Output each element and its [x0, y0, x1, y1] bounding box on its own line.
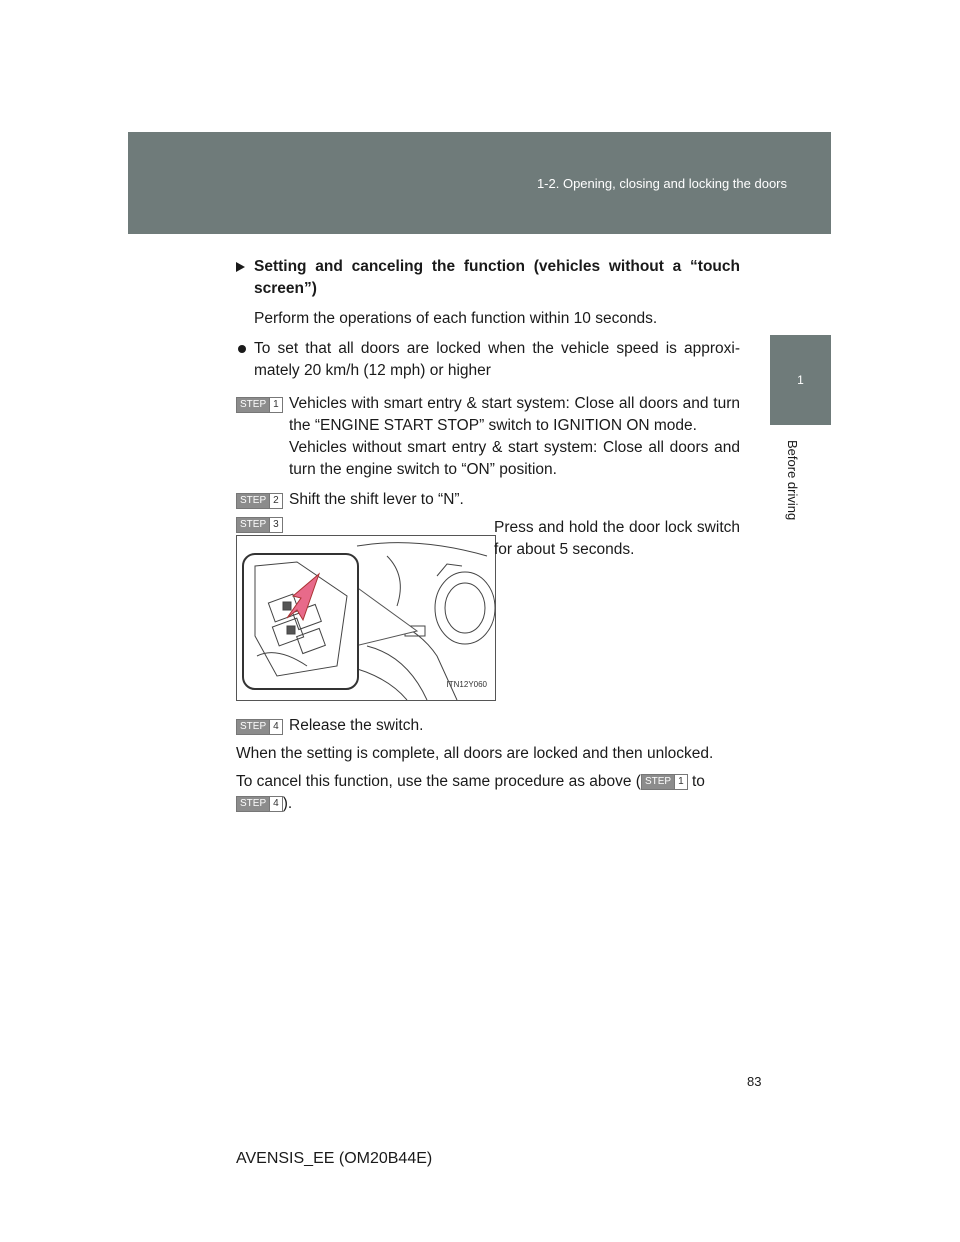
inline-step-badge-1: STEP 1 [641, 774, 688, 790]
door-lock-switch-illustration [236, 535, 496, 701]
section-heading: Setting and canceling the function (vehicles without a “touch screen”) [236, 256, 740, 300]
chapter-title: 1-2. Opening, closing and locking the doors [536, 176, 787, 191]
header-band [128, 132, 831, 234]
page-number: 83 [747, 1074, 762, 1089]
step-1-text-b: Vehicles without smart entry & start system: Close all doors and turn the engine switch to “ON” position. [289, 439, 740, 478]
step-badge-2: STEP 2 [236, 493, 283, 509]
step-1-text-a: Vehicles with smart entry & start system: Close all doors and turn the “ENGINE START STOP” switch to IGNITION ON mode. [289, 395, 740, 434]
step-badge-3: STEP 3 [236, 517, 283, 533]
step-badge-4: STEP 4 [236, 719, 283, 735]
model-code: AVENSIS_EE (OM20B44E) [236, 1150, 433, 1167]
closing-paragraph-1: When the setting is complete, all doors are locked and then unlocked. [236, 745, 714, 762]
inline-step-badge-4: STEP 4 [236, 796, 283, 812]
chapter-number: 1 [797, 373, 804, 387]
section-intro: Perform the operations of each function within 10 seconds. [254, 310, 658, 327]
step-2-text: Shift the shift lever to “N”. [289, 491, 464, 508]
step-2 [236, 489, 740, 511]
step-1 [236, 393, 740, 481]
bullet-item: To set that all doors are locked when the vehicle speed is approxi-mately 20 km/h (12 mph) or higher [236, 338, 740, 382]
step-4-text: Release the switch. [289, 717, 424, 734]
step-3-text: Press and hold the door lock switch for about 5 seconds. [494, 519, 740, 558]
bullet-dot-icon [238, 345, 246, 353]
page-content [236, 256, 740, 815]
chapter-tab [770, 335, 831, 425]
closing-paragraph-2: To cancel this function, use the same procedure as above ( STEP 1 to STEP 4 ). [236, 773, 705, 812]
chapter-label: Before driving [785, 440, 800, 521]
step-3 [236, 517, 740, 697]
figure-code: ITN12Y060 [446, 680, 487, 689]
triangle-marker-icon [236, 262, 245, 272]
step-4 [236, 715, 740, 737]
step-badge-1: STEP 1 [236, 397, 283, 413]
